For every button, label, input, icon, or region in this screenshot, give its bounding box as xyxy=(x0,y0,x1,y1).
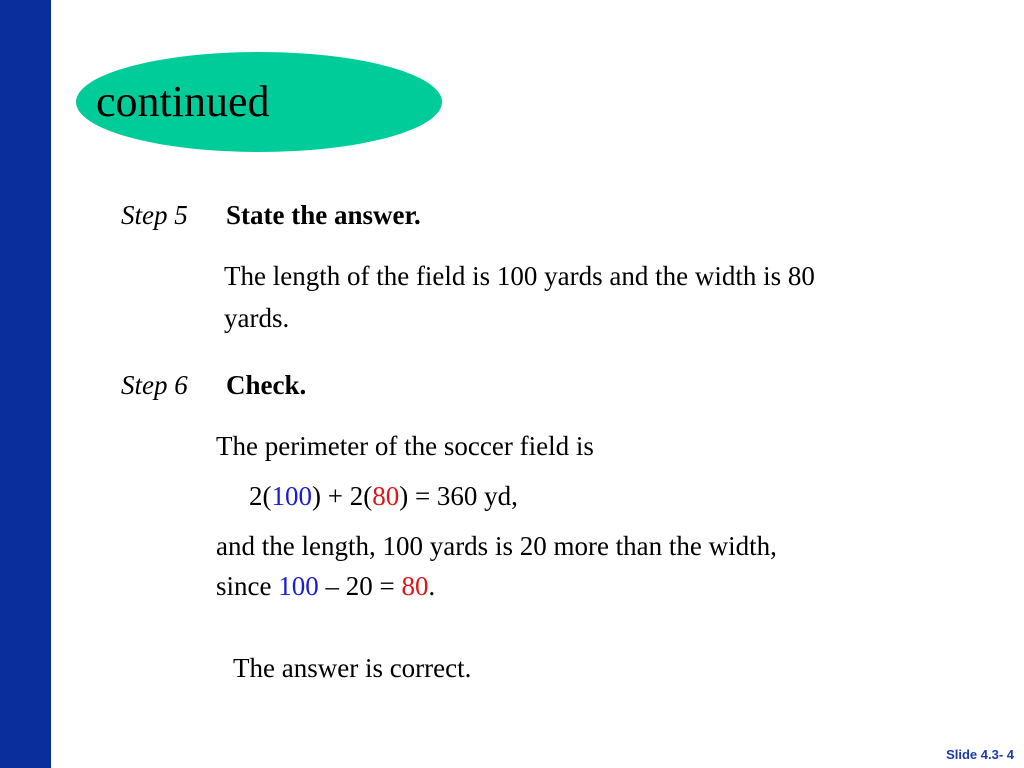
step6-heading: Check. xyxy=(226,370,307,400)
eq-part3: ) = 360 yd, xyxy=(399,481,518,511)
eq-width-value: 80 xyxy=(372,481,400,511)
step6-label: Step 6 xyxy=(121,370,188,400)
perimeter-equation xyxy=(249,476,518,516)
slide-number: Slide 4.3- 4 xyxy=(946,747,1014,762)
length-check-line: and the length, 100 yards is 20 more than the width, xyxy=(216,531,777,561)
perimeter-intro: The perimeter of the soccer field is xyxy=(216,431,594,461)
step5-answer-line1: The length of the field is 100 yards and the width is 80 xyxy=(224,261,815,291)
since-part3: . xyxy=(428,571,436,601)
left-sidebar-bar xyxy=(0,0,51,768)
step5-answer-line2: yards. xyxy=(224,303,290,333)
eq-part2: ) + 2( xyxy=(312,481,373,511)
step5-heading: State the answer. xyxy=(226,200,421,230)
since-part1: since xyxy=(216,571,279,601)
step5-label: Step 5 xyxy=(121,200,188,230)
conclusion-text: The answer is correct. xyxy=(233,653,472,683)
since-length-value: 100 xyxy=(278,571,319,601)
since-line xyxy=(216,566,435,606)
since-width-value: 80 xyxy=(401,571,429,601)
eq-part1: 2( xyxy=(249,481,272,511)
since-part2: – 20 = xyxy=(318,571,402,601)
eq-length-value: 100 xyxy=(271,481,312,511)
slide-title: continued xyxy=(96,77,270,126)
